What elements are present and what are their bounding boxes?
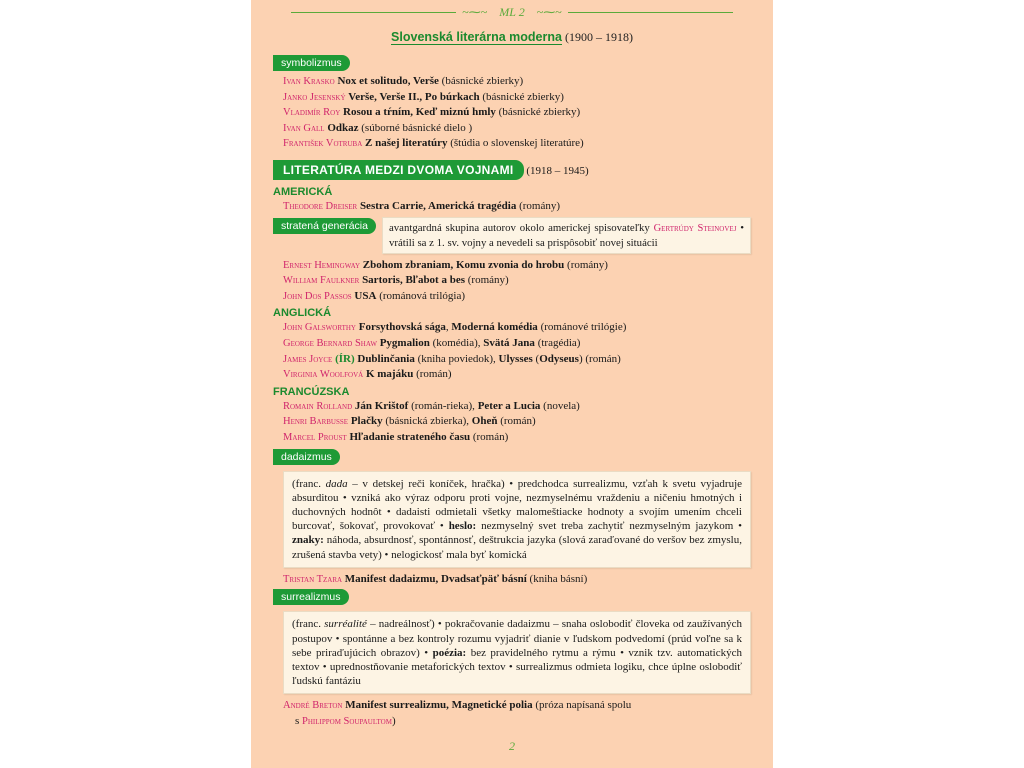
work-note: (román) <box>500 415 536 428</box>
author-name: Marcel Proust <box>283 431 347 443</box>
work-note: (románové trilógie) <box>540 321 627 334</box>
list-item <box>273 336 751 352</box>
work-note: s <box>295 714 300 727</box>
box-text: • vrátili sa z 1. sv. vojny a nevedeli sa prispôsobiť novej situácii <box>388 221 744 249</box>
work-note: (kniha poviedok), <box>417 352 496 365</box>
list-item <box>273 320 751 336</box>
nationality-tag: (ÍR) <box>335 352 355 365</box>
work-note: (romány) <box>467 274 509 287</box>
lost-generation-label: stratená generácia <box>273 218 376 234</box>
dadaizmus-box <box>283 471 751 568</box>
work-title: K majáku <box>365 368 414 381</box>
work-note: ) <box>391 714 396 727</box>
work-title: Manifest dadaizmu, Dvadsaťpäť básní <box>344 572 527 585</box>
author-name: Vladimír Roy <box>283 107 341 119</box>
list-item <box>273 136 751 152</box>
header-rule-right <box>568 12 733 13</box>
section-heading-francuzska: FRANCÚZSKA <box>273 385 350 398</box>
work-note: (básnická zbierka), <box>385 415 470 428</box>
work-note: (štúdia o slovenskej literatúre) <box>450 137 584 150</box>
author-name: James Joyce <box>283 353 333 365</box>
work-title: Sestra Carrie, Americká tragédia <box>359 199 517 212</box>
section-heading-anglicka: ANGLICKÁ <box>273 307 332 320</box>
term-italic: dada <box>325 477 348 490</box>
work-title: Manifest surrealizmu, Magnetické polia <box>345 699 533 712</box>
work-note: (básnické zbierky) <box>441 75 524 87</box>
work-note: (básnické zbierky) <box>498 106 581 119</box>
work-title: Odkaz <box>327 121 359 134</box>
list-item <box>273 74 751 90</box>
work-note: (kniha básní) <box>529 572 588 585</box>
work-title: Ján Krištof <box>354 399 409 412</box>
box-text: (franc. <box>292 477 322 490</box>
work-title: USA <box>354 289 377 302</box>
work-title: Pygmalion <box>379 336 430 349</box>
term-bold: heslo: <box>448 520 477 533</box>
work-note: (básnické zbierky) <box>482 90 564 103</box>
box-text: náhoda, absurdnosť, spontánnosť, deštrukcia jazyka (slová zaraďované do veršov bez zmyslu, zrušená stavba vety) • nelogickosť mala byť komická <box>292 534 742 561</box>
work-title: Plačky <box>350 415 383 428</box>
box-text: nezmyselný svet treba zachytiť nezmyselným jazykom • <box>481 520 743 533</box>
author-name: František Votruba <box>283 138 363 150</box>
author-name: Philippom Soupaultom <box>302 715 392 727</box>
list-item <box>273 258 751 274</box>
work-title: Svätá Jana <box>483 336 535 349</box>
list-item <box>273 273 751 289</box>
list-item: James Joyce (ÍR) Dublinčania (kniha poviedok), Ulysses (Odyseus) (román) <box>283 352 621 365</box>
term-bold: poézia: <box>432 646 467 659</box>
author-name: William Faulkner <box>283 275 360 287</box>
work-title: Oheň <box>471 415 498 428</box>
title-years: (1900 – 1918) <box>564 30 633 44</box>
author-name: Ernest Hemingway <box>283 259 361 271</box>
work-title: Z našej literatúry <box>365 137 448 150</box>
work-note: (román) <box>416 368 452 381</box>
author-name: Janko Jesenský <box>283 91 346 103</box>
box-text: (franc. <box>292 618 322 631</box>
work-note: (próza napísaná spolu <box>535 699 632 712</box>
author-name: Henri Barbusse <box>283 416 349 428</box>
title-main: Slovenská literárna moderna <box>391 30 562 44</box>
work-note: (román) <box>585 352 621 365</box>
work-title: Nox et solitudo, Verše <box>337 75 439 87</box>
work-note: (súborné básnické dielo ) <box>361 121 473 134</box>
author-name: George Bernard Shaw <box>283 337 377 349</box>
author-name: John Galsworthy <box>283 322 356 334</box>
list-item <box>273 199 751 215</box>
work-title: Dublinčania <box>357 352 415 365</box>
author-name: Gertrúdy Steinovej <box>653 222 737 234</box>
author-name: Theodore Dreiser <box>283 200 358 212</box>
list-item <box>273 105 751 121</box>
box-text: bez pravidelného rytmu a rýmu • vznik tzv. automatických textov • uprednostňovanie metaforických textov • surrealizmus odmieta logiku, chce úplne oslobodiť ľudskú fantáziu <box>292 646 742 688</box>
work-title: Verše, Verše II., Po búrkach <box>348 90 480 103</box>
author-name: Ivan Gall <box>283 122 325 134</box>
work-title: Peter a Lucia <box>477 399 541 412</box>
surrealizmus-box <box>283 611 751 694</box>
lost-generation-box <box>382 217 751 254</box>
work-title: Moderná komédia <box>451 321 538 334</box>
box-text: – v detskej reči koníček, hračka) • predchodca surrealizmu, vzťah k svetu vyjadruje absurditou • vzniká ako výraz odporu proti vojne, nezmyselnému vraždeniu a ničeniu hmotných i duchovných hodnôt • dadaisti odmietali všetky malomeštiacke hodnoty a svojím umením chceli burcovať, šokovať, provokovať • <box>292 477 743 533</box>
work-title: Zbohom zbraniam, Komu zvonia do hrobu <box>362 258 565 271</box>
list-item <box>273 714 751 730</box>
list-item <box>273 90 751 106</box>
list-item <box>273 367 751 383</box>
page-number: 2 <box>509 739 515 753</box>
lost-generation-block <box>273 217 751 254</box>
document-page <box>251 0 773 768</box>
work-title: Hľadanie strateného času <box>349 430 471 443</box>
author-name: John Dos Passos <box>283 290 352 302</box>
work-note: (tragédia) <box>537 336 581 349</box>
symbolizmus-list <box>273 74 751 152</box>
work-title: Odyseus <box>539 352 579 365</box>
author-name: Tristan Tzara <box>283 573 343 585</box>
author-name: Ivan Krasko <box>283 76 335 87</box>
box-text: avantgardná skupina autorov okolo americkej spisovateľky <box>388 221 650 234</box>
work-title: Ulysses <box>498 352 533 365</box>
medzivojna-years: (1918 – 1945) <box>526 164 589 177</box>
header-label: ML 2 <box>499 4 525 19</box>
work-title: Sartoris, Bľabot a bes <box>362 274 465 287</box>
page-content <box>273 30 751 730</box>
list-item <box>273 572 751 588</box>
work-title: Rosou a tŕním, Keď miznú hmly <box>343 106 496 119</box>
work-title: Forsythovská sága <box>358 321 446 334</box>
ornament-left-icon: ~⁓~ <box>462 4 488 19</box>
term-italic: surréalité <box>324 618 367 631</box>
symbolizmus-label: symbolizmus <box>273 55 350 71</box>
author-name: Virginia Woolfová <box>283 369 364 381</box>
work-note: (romány) <box>519 199 561 212</box>
separator: , <box>445 321 452 334</box>
list-item <box>273 430 751 446</box>
work-note: (romány) <box>567 258 608 271</box>
list-item <box>273 121 751 137</box>
author-name: Romain Rolland <box>283 400 353 412</box>
term-bold: znaky: <box>292 534 324 547</box>
list-item <box>273 698 751 714</box>
work-note: (román) <box>472 430 509 443</box>
medzivojna-label: LITERATÚRA MEDZI DVOMA VOJNAMI <box>273 160 524 180</box>
list-item <box>273 399 751 415</box>
list-item <box>273 289 751 305</box>
medzivojna-heading <box>273 158 751 183</box>
work-note: (román-rieka), <box>411 399 475 412</box>
dadaizmus-label: dadaizmus <box>273 449 340 465</box>
work-note: (novela) <box>543 399 580 412</box>
work-note: (románová trilógia) <box>379 289 466 302</box>
ornament-right-icon: ~⁓~ <box>536 4 562 19</box>
header-rule-left <box>291 12 456 13</box>
author-name: André Breton <box>283 700 343 712</box>
page-header <box>251 2 773 22</box>
page-title <box>273 30 751 45</box>
work-note: (komédia), <box>432 336 481 349</box>
surrealizmus-label: surrealizmus <box>273 589 349 605</box>
list-item <box>273 414 751 430</box>
box-text: – nadreálnosť) • pokračovanie dadaizmu – snaha oslobodiť človeka od zaužívaných postupov • spontánne a bez kontroly rozumu vyjadriť dianie v ľudskom podvedomí (prúd voľne sa k sebe priraďujúcich obrazov) • <box>292 618 743 659</box>
section-heading-americka: AMERICKÁ <box>273 185 333 198</box>
